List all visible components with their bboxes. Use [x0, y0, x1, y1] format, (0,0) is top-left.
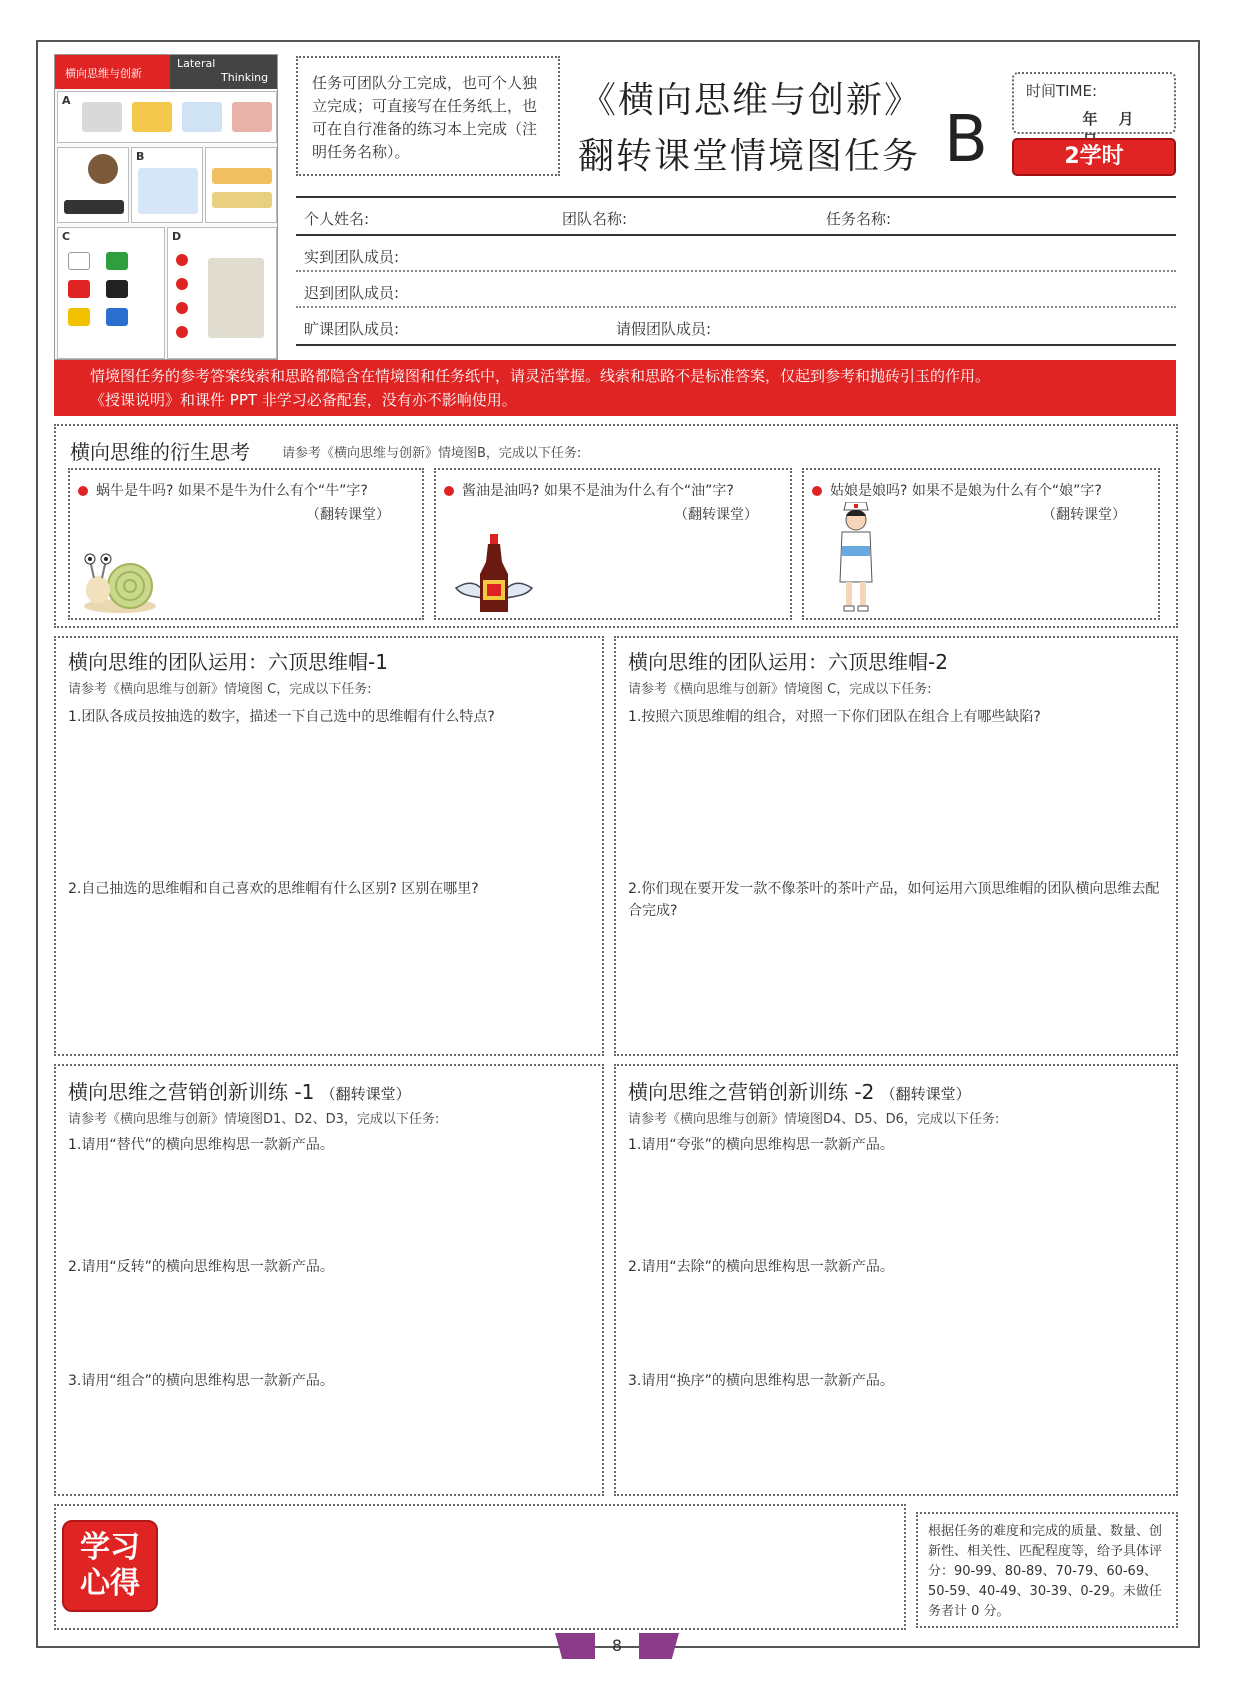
late-members-label[interactable]: 迟到团队成员: [304, 284, 400, 302]
team-field-label[interactable]: 团队名称: [562, 210, 628, 228]
question-snail: 蜗牛是牛吗? 如果不是牛为什么有个“牛”字? [96, 483, 368, 499]
snail-icon [80, 550, 160, 614]
section5-question3: 3.请用“换序”的横向思维构思一款新产品。 [628, 1373, 894, 1389]
learning-reflection-box[interactable] [54, 1504, 906, 1630]
thumbnail-cell-c [57, 227, 165, 359]
thumbnail-header-word1: Lateral [177, 57, 216, 70]
section-six-hats-2[interactable] [614, 636, 1178, 1056]
bullet-icon [78, 486, 88, 496]
info-row-4 [296, 318, 1176, 338]
section-marketing-training-2[interactable] [614, 1064, 1178, 1496]
banner-line1: 情境图任务的参考答案线索和思路都隐含在情境图和任务纸中，请灵活掌握。线索和思路不是标准答案，仅起到参考和抛砖引玉的作用。 [90, 367, 991, 385]
section3-question1: 1.按照六顶思维帽的组合，对照一下你们团队在组合上有哪些缺陷? [628, 709, 1041, 725]
section2-title: 横向思维的团队运用：六顶思维帽-1 [68, 650, 388, 674]
absent-members-label[interactable]: 旷课团队成员: [304, 320, 400, 338]
flipped-class-tag: （翻转课堂） [674, 507, 758, 523]
flipped-class-tag: （翻转课堂） [306, 507, 390, 523]
section5-title [628, 1076, 971, 1105]
present-members-label[interactable]: 实到团队成员: [304, 248, 400, 266]
section3-title: 横向思维的团队运用：六顶思维帽-2 [628, 650, 948, 674]
thumbnail-cell-a [57, 91, 277, 143]
soy-sauce-bottle-icon [452, 534, 536, 616]
page-tab-right [639, 1633, 679, 1659]
instructions-note: 任务可团队分工完成，也可个人独立完成；可直接写在任务纸上，也可在自行准备的练习本上完成（注明任务名称）。 [296, 56, 560, 176]
info-row-2 [296, 246, 1176, 266]
notice-banner [54, 360, 1176, 416]
page-number: 8 [611, 1636, 623, 1655]
section5-tag: （翻转课堂） [880, 1085, 971, 1103]
section5-question2: 2.请用“去除”的横向思维构思一款新产品。 [628, 1259, 894, 1275]
section1-instructions: 请参考《横向思维与创新》情境图B，完成以下任务: [282, 446, 582, 461]
section2-question2: 2.自己抽选的思维帽和自己喜欢的思维帽有什么区别? 区别在哪里? [68, 881, 479, 897]
bullet-icon [444, 486, 454, 496]
time-label: 时间TIME: [1026, 82, 1098, 100]
time-box [1012, 72, 1176, 134]
section4-tag: （翻转课堂） [320, 1085, 411, 1103]
badge-line1: 学习 [80, 1530, 140, 1565]
banner-line2: 《授课说明》和课件 PPT 非学习必备配套，没有亦不影响使用。 [90, 391, 517, 409]
section-six-hats-1[interactable] [54, 636, 604, 1056]
question-box-girl[interactable] [802, 468, 1160, 620]
page-title-line1: 《横向思维与创新》 [580, 80, 923, 121]
section3-question2: 2.你们现在要开发一款不像茶叶的茶叶产品，如何运用六顶思维帽的团队横向思维去配合完成? [628, 881, 1160, 919]
page-number-tab [555, 1633, 679, 1659]
section2-question1: 1.团队各成员按抽选的数字，描述一下自己选中的思维帽有什么特点? [68, 709, 495, 725]
info-rule-2 [296, 270, 1176, 272]
name-field-label[interactable]: 个人姓名: [304, 210, 370, 228]
month-label: 月 [1118, 110, 1134, 128]
section4-question1: 1.请用“替代”的横向思维构思一款新产品。 [68, 1137, 334, 1153]
bullet-icon [812, 486, 822, 496]
section4-title-text: 横向思维之营销创新训练 -1 [68, 1080, 315, 1104]
thumbnail-cell-b [131, 147, 203, 223]
section4-instructions: 请参考《横向思维与创新》情境图D1、D2、D3，完成以下任务: [68, 1112, 440, 1127]
section-marketing-training-1[interactable] [54, 1064, 604, 1496]
year-label: 年 [1082, 110, 1098, 128]
section4-question3: 3.请用“组合”的横向思维构思一款新产品。 [68, 1373, 334, 1389]
section5-question1: 1.请用“夸张”的横向思维构思一款新产品。 [628, 1137, 894, 1153]
flipped-class-tag: （翻转课堂） [1042, 507, 1126, 523]
thumbnail-cell-a2 [57, 147, 129, 223]
page-title-line2: 翻转课堂情境图任务 [578, 136, 921, 177]
thumbnail-header-word2: Thinking [221, 71, 269, 84]
nurse-icon [834, 502, 878, 612]
thumbnail-cell-a-label: A [62, 94, 71, 107]
section5-title-text: 横向思维之营销创新训练 -2 [628, 1080, 875, 1104]
task-field-label[interactable]: 任务名称: [826, 210, 892, 228]
badge-line2: 心得 [80, 1566, 140, 1601]
thumbnail-cell-b-label: B [136, 150, 145, 163]
info-rule-1 [296, 234, 1176, 236]
thumbnail-cell-c-label: C [62, 230, 71, 243]
question-soy-sauce: 酱油是油吗? 如果不是油为什么有个“油”字? [462, 483, 734, 499]
section5-instructions: 请参考《横向思维与创新》情境图D4、D5、D6，完成以下任务: [628, 1112, 1000, 1127]
info-row-1 [296, 208, 1176, 228]
section4-title [68, 1076, 411, 1105]
info-top-rule [296, 196, 1176, 198]
thumbnail-cell-d [167, 227, 277, 359]
section2-instructions: 请参考《横向思维与创新》情境图 C，完成以下任务: [68, 682, 372, 697]
info-rule-3 [296, 306, 1176, 308]
thumbnail-header-title: 横向思维与创新 [65, 67, 142, 80]
scenario-thumbnail [54, 54, 278, 360]
thumbnail-header [55, 55, 278, 89]
info-bottom-rule [296, 344, 1176, 346]
section1-title: 横向思维的衍生思考 [70, 440, 250, 464]
info-row-3 [296, 282, 1176, 302]
learning-reflection-badge [62, 1520, 158, 1612]
page-tab-left [555, 1633, 595, 1659]
thumbnail-cell-b2 [205, 147, 277, 223]
question-box-soy-sauce[interactable] [434, 468, 792, 620]
leave-members-label[interactable]: 请假团队成员: [616, 320, 712, 338]
page-title-letter: B [944, 103, 988, 177]
question-girl: 姑娘是娘吗? 如果不是娘为什么有个“娘”字? [830, 483, 1102, 499]
thumbnail-cell-d-label: D [172, 230, 182, 243]
question-box-snail[interactable] [68, 468, 424, 620]
scoring-rules: 根据任务的难度和完成的质量、数量、创新性、相关性、匹配程度等，给予具体评分：90-99、80-89、70-79、60-69、50-59、40-49、30-39、0-29。未做任务者计 0 分。 [916, 1512, 1178, 1628]
section3-instructions: 请参考《横向思维与创新》情境图 C，完成以下任务: [628, 682, 932, 697]
hours-badge: 2学时 [1012, 138, 1176, 176]
section4-question2: 2.请用“反转”的横向思维构思一款新产品。 [68, 1259, 334, 1275]
